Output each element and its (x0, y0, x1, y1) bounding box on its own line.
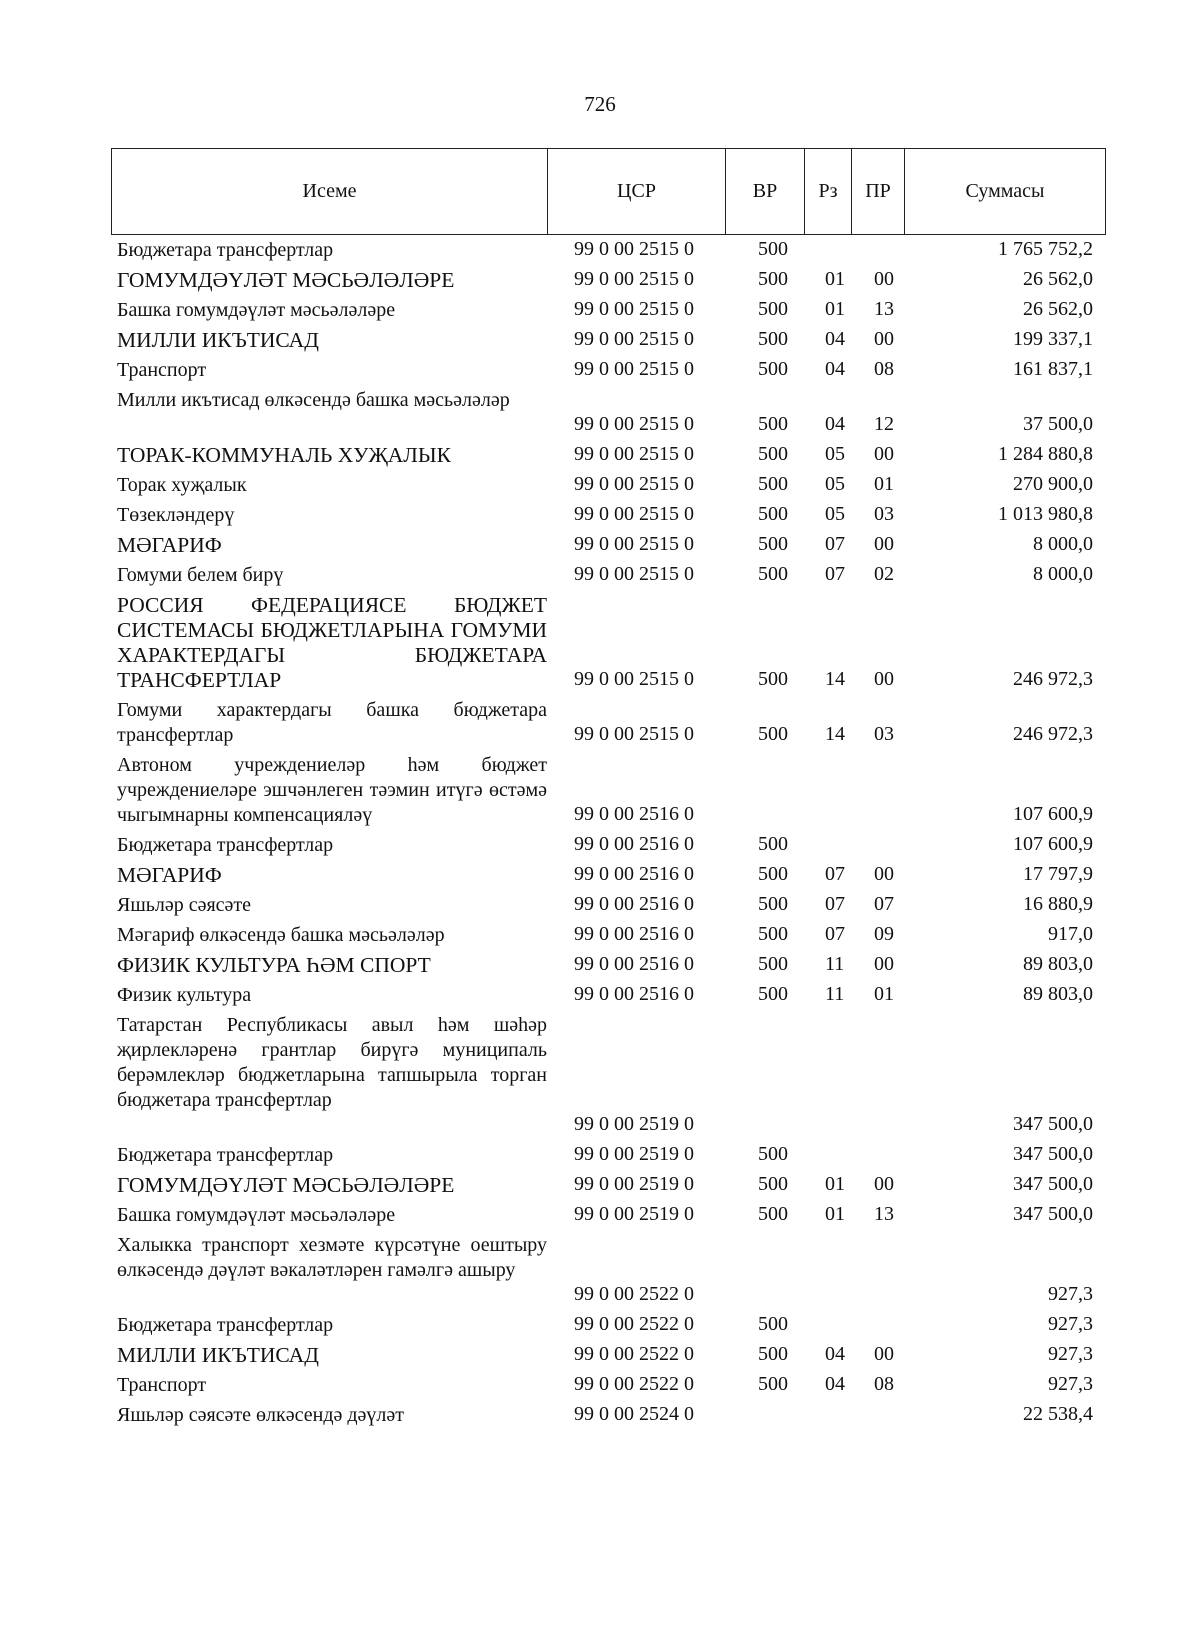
table-row (0, 356, 1200, 386)
row-vr: 500 (758, 723, 788, 745)
row-csr: 99 0 00 2522 0 (574, 1313, 694, 1335)
row-rz: 05 (825, 443, 845, 465)
table-row (0, 921, 1200, 951)
row-rz: 04 (825, 358, 845, 380)
row-sum: 270 900,0 (1013, 473, 1093, 495)
row-sum: 347 500,0 (1013, 1203, 1093, 1225)
row-pr: 07 (874, 893, 894, 915)
row-name: Автоном учреждениеләр һәм бюджет учреждениеләре эшчәнлеген тәэмин итүгә өстәмә чыгымнарны компенсацияләү (117, 754, 547, 826)
row-name: МӘГАРИФ (117, 533, 222, 557)
row-rz: 01 (825, 1173, 845, 1195)
row-csr: 99 0 00 2522 0 (574, 1373, 694, 1395)
row-name: ГОМУМДӘҮЛӘТ МӘСЬӘЛӘЛӘРЕ (117, 1173, 455, 1197)
row-pr: 00 (874, 533, 894, 555)
row-csr: 99 0 00 2515 0 (574, 533, 694, 555)
row-pr: 03 (874, 723, 894, 745)
row-vr: 500 (758, 923, 788, 945)
row-sum: 107 600,9 (1013, 803, 1093, 825)
row-csr: 99 0 00 2515 0 (574, 328, 694, 350)
row-csr: 99 0 00 2515 0 (574, 503, 694, 525)
table-row (0, 531, 1200, 561)
row-csr: 99 0 00 2516 0 (574, 923, 694, 945)
table-row (0, 831, 1200, 861)
row-name: Бюджетара трансфертлар (117, 1144, 334, 1166)
row-csr: 99 0 00 2516 0 (574, 803, 694, 825)
row-rz: 14 (825, 723, 845, 745)
row-sum: 347 500,0 (1013, 1143, 1093, 1165)
row-vr: 500 (758, 443, 788, 465)
table-row (0, 1231, 1200, 1311)
row-name: Физик культура (117, 984, 252, 1006)
row-csr: 99 0 00 2515 0 (574, 473, 694, 495)
row-name: Транспорт (117, 1374, 207, 1396)
row-pr: 00 (874, 1343, 894, 1365)
row-csr: 99 0 00 2515 0 (574, 413, 694, 435)
row-csr: 99 0 00 2516 0 (574, 953, 694, 975)
row-rz: 07 (825, 533, 845, 555)
row-sum: 927,3 (1048, 1283, 1093, 1305)
row-rz: 11 (825, 953, 845, 975)
row-rz: 07 (825, 563, 845, 585)
table-row (0, 1371, 1200, 1401)
row-vr: 500 (758, 1173, 788, 1195)
row-csr: 99 0 00 2516 0 (574, 863, 694, 885)
row-sum: 927,3 (1048, 1313, 1093, 1335)
row-csr: 99 0 00 2515 0 (574, 298, 694, 320)
row-name: Милли икътисад өлкәсендә башка мәсьәләләр (117, 389, 510, 411)
table-row (0, 441, 1200, 471)
row-rz: 05 (825, 503, 845, 525)
row-vr: 500 (758, 533, 788, 555)
table-row (0, 951, 1200, 981)
row-name: Транспорт (117, 359, 207, 381)
row-csr: 99 0 00 2524 0 (574, 1403, 694, 1425)
row-name: ФИЗИК КУЛЬТУРА ҺӘМ СПОРТ (117, 953, 431, 977)
row-csr: 99 0 00 2519 0 (574, 1113, 694, 1135)
row-rz: 01 (825, 298, 845, 320)
row-pr: 01 (874, 473, 894, 495)
row-name: Башка гомумдәүләт мәсьәләләре (117, 1204, 396, 1226)
row-name: Гомуми характердагы башка бюджетара трансфертлар (117, 699, 547, 746)
row-vr: 500 (758, 413, 788, 435)
row-pr: 13 (874, 1203, 894, 1225)
row-name: МИЛЛИ ИКЪТИСАД (117, 1343, 319, 1367)
row-vr: 500 (758, 668, 788, 690)
row-sum: 89 803,0 (1023, 953, 1093, 975)
row-rz: 04 (825, 1373, 845, 1395)
row-csr: 99 0 00 2522 0 (574, 1343, 694, 1365)
page-number: 726 (584, 92, 616, 116)
header-csr: ЦСР (548, 149, 726, 235)
row-sum: 1 013 980,8 (998, 503, 1093, 525)
row-rz: 04 (825, 1343, 845, 1365)
table-row (0, 561, 1200, 591)
table-row (0, 1341, 1200, 1371)
table-header (111, 148, 1106, 235)
row-csr: 99 0 00 2515 0 (574, 358, 694, 380)
row-csr: 99 0 00 2519 0 (574, 1143, 694, 1165)
table-row (0, 236, 1200, 266)
row-vr: 500 (758, 1343, 788, 1365)
row-name: РОССИЯ ФЕДЕРАЦИЯСЕ БЮДЖЕТ СИСТЕМАСЫ БЮДЖЕТЛАРЫНА ГОМУМИ ХАРАКТЕРДАГЫ БЮДЖЕТАРА ТРАНСФЕРТЛАР (117, 593, 547, 692)
table-row (0, 1171, 1200, 1201)
row-name: Төзекләндерү (117, 504, 235, 526)
row-sum: 161 837,1 (1013, 358, 1093, 380)
table-row (0, 591, 1200, 696)
table-row (0, 296, 1200, 326)
row-vr: 500 (758, 563, 788, 585)
row-vr: 500 (758, 1143, 788, 1165)
row-name: Яшьләр сәясәте өлкәсендә дәүләт (117, 1404, 405, 1426)
row-pr: 02 (874, 563, 894, 585)
row-name: Бюджетара трансфертлар (117, 834, 334, 856)
row-pr: 01 (874, 983, 894, 1005)
row-sum: 927,3 (1048, 1343, 1093, 1365)
header-rz: Рз (805, 149, 852, 235)
row-csr: 99 0 00 2515 0 (574, 443, 694, 465)
row-vr: 500 (758, 268, 788, 290)
table-row (0, 1201, 1200, 1231)
row-rz: 05 (825, 473, 845, 495)
row-pr: 09 (874, 923, 894, 945)
row-name: ГОМУМДӘҮЛӘТ МӘСЬӘЛӘЛӘРЕ (117, 268, 455, 292)
header-pr: ПР (852, 149, 905, 235)
row-name: Мәгариф өлкәсендә башка мәсьәләләр (117, 924, 445, 946)
row-pr: 00 (874, 953, 894, 975)
table-row (0, 471, 1200, 501)
table-row (0, 891, 1200, 921)
row-sum: 1 284 880,8 (998, 443, 1093, 465)
row-rz: 04 (825, 413, 845, 435)
row-csr: 99 0 00 2522 0 (574, 1283, 694, 1305)
header-name: Исеме (112, 149, 548, 235)
row-sum: 17 797,9 (1023, 863, 1093, 885)
row-rz: 01 (825, 268, 845, 290)
table-row (0, 386, 1200, 441)
table-row (0, 266, 1200, 296)
row-sum: 246 972,3 (1013, 668, 1093, 690)
row-csr: 99 0 00 2516 0 (574, 833, 694, 855)
row-sum: 347 500,0 (1013, 1113, 1093, 1135)
row-pr: 00 (874, 328, 894, 350)
row-pr: 08 (874, 358, 894, 380)
header-vr: ВР (726, 149, 805, 235)
row-name: Татарстан Республикасы авыл һәм шәһәр җирлекләренә грантлар бирүгә муниципаль берәмлекләр бюджетларына тапшырыла торган бюджетара трансфертлар (117, 1014, 547, 1111)
row-sum: 8 000,0 (1033, 533, 1093, 555)
row-csr: 99 0 00 2519 0 (574, 1203, 694, 1225)
row-name: Халыкка транспорт хезмәте күрсәтүне оештыру өлкәсендә дәүләт вәкаләтләрен гамәлгә ашыру (117, 1234, 547, 1281)
row-pr: 00 (874, 863, 894, 885)
table-row (0, 1011, 1200, 1141)
table-row (0, 751, 1200, 831)
row-vr: 500 (758, 1313, 788, 1335)
row-vr: 500 (758, 983, 788, 1005)
row-pr: 08 (874, 1373, 894, 1395)
table-row (0, 861, 1200, 891)
table-row (0, 981, 1200, 1011)
table-row (0, 1311, 1200, 1341)
row-pr: 00 (874, 443, 894, 465)
row-sum: 347 500,0 (1013, 1173, 1093, 1195)
row-csr: 99 0 00 2516 0 (574, 893, 694, 915)
row-sum: 927,3 (1048, 1373, 1093, 1395)
row-rz: 07 (825, 923, 845, 945)
row-vr: 500 (758, 503, 788, 525)
row-sum: 8 000,0 (1033, 563, 1093, 585)
row-pr: 00 (874, 668, 894, 690)
row-name: Бюджетара трансфертлар (117, 239, 334, 261)
row-name: Гомуми белем бирү (117, 564, 284, 586)
row-rz: 14 (825, 668, 845, 690)
row-sum: 89 803,0 (1023, 983, 1093, 1005)
row-vr: 500 (758, 328, 788, 350)
row-sum: 16 880,9 (1023, 893, 1093, 915)
row-csr: 99 0 00 2516 0 (574, 983, 694, 1005)
row-sum: 199 337,1 (1013, 328, 1093, 350)
row-pr: 12 (874, 413, 894, 435)
row-sum: 26 562,0 (1023, 298, 1093, 320)
table-body (0, 236, 1200, 1431)
header-sum: Суммасы (905, 149, 1106, 235)
row-pr: 03 (874, 503, 894, 525)
table-row (0, 696, 1200, 751)
row-csr: 99 0 00 2515 0 (574, 238, 694, 260)
row-vr: 500 (758, 1373, 788, 1395)
table-row (0, 1401, 1200, 1431)
row-sum: 22 538,4 (1023, 1403, 1093, 1425)
row-rz: 07 (825, 893, 845, 915)
row-rz: 01 (825, 1203, 845, 1225)
row-vr: 500 (758, 863, 788, 885)
table-row (0, 501, 1200, 531)
row-vr: 500 (758, 833, 788, 855)
row-vr: 500 (758, 953, 788, 975)
table-row (0, 1141, 1200, 1171)
row-rz: 07 (825, 863, 845, 885)
row-csr: 99 0 00 2515 0 (574, 268, 694, 290)
row-pr: 00 (874, 1173, 894, 1195)
row-sum: 107 600,9 (1013, 833, 1093, 855)
row-vr: 500 (758, 1203, 788, 1225)
row-sum: 246 972,3 (1013, 723, 1093, 745)
row-vr: 500 (758, 298, 788, 320)
row-name: МИЛЛИ ИКЪТИСАД (117, 328, 319, 352)
row-name: МӘГАРИФ (117, 863, 222, 887)
row-name: ТОРАК-КОММУНАЛЬ ХУҖАЛЫК (117, 443, 451, 467)
row-vr: 500 (758, 893, 788, 915)
row-sum: 917,0 (1048, 923, 1093, 945)
row-sum: 26 562,0 (1023, 268, 1093, 290)
table-row (0, 326, 1200, 356)
row-csr: 99 0 00 2515 0 (574, 668, 694, 690)
row-pr: 00 (874, 268, 894, 290)
row-rz: 11 (825, 983, 845, 1005)
row-pr: 13 (874, 298, 894, 320)
row-csr: 99 0 00 2515 0 (574, 723, 694, 745)
row-rz: 04 (825, 328, 845, 350)
row-name: Бюджетара трансфертлар (117, 1314, 334, 1336)
row-csr: 99 0 00 2519 0 (574, 1173, 694, 1195)
row-vr: 500 (758, 238, 788, 260)
row-name: Торак хуҗалык (117, 474, 247, 496)
row-sum: 37 500,0 (1023, 413, 1093, 435)
row-name: Башка гомумдәүләт мәсьәләләре (117, 299, 396, 321)
row-csr: 99 0 00 2515 0 (574, 563, 694, 585)
row-vr: 500 (758, 473, 788, 495)
row-name: Яшьләр сәясәте (117, 894, 252, 916)
row-sum: 1 765 752,2 (998, 238, 1093, 260)
row-vr: 500 (758, 358, 788, 380)
